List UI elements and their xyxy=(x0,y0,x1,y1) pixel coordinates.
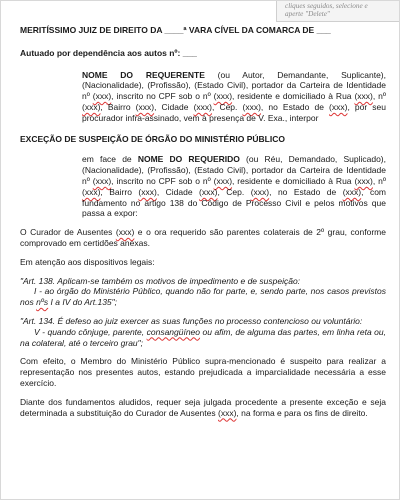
text-span: , nº xyxy=(372,91,386,102)
placeholder-word: (xxx) xyxy=(193,101,212,112)
text-span: , Cidade xyxy=(154,101,194,112)
autuado-line: Autuado por dependência aos autos nº: ___ xyxy=(20,47,197,58)
text-span: (ou Autor, Demandante, Suplicante), (Nacionalidade), (Profissão), (Estado Civil), portador da Carteira de Identidade nº xyxy=(82,69,386,102)
placeholder-word: nºs xyxy=(36,297,49,308)
instruction-tooltip xyxy=(276,1,399,22)
spacer xyxy=(20,124,386,134)
text-span: I - ao órgão do Ministério Público, quando não for parte, e, sendo parte, nos casos previstos nos xyxy=(20,286,386,308)
tooltip-line-2: aperte "Delete" xyxy=(285,10,330,19)
tooltip-line-1: cliques seguidos, selecione e xyxy=(285,2,368,10)
placeholder-word: consangüíneo xyxy=(146,326,201,337)
text-span: (ou Réu, Demandado, Suplicado), (Nacionalidade), (Profissão), (Estado Civil), portador da Carteira de Identidade nº xyxy=(82,154,386,186)
placeholder-word: (xxx) xyxy=(138,186,157,197)
text-span: , Bairro xyxy=(100,186,139,197)
text-span: , inscrito no CPF sob o nº xyxy=(111,175,214,186)
text-span: e o ora requerido são parentes colaterais de 2º grau, conforme comprovado em certidões anexas. xyxy=(20,227,386,248)
text-span: , Cep. xyxy=(211,101,243,112)
text-span: , Bairro xyxy=(100,101,136,112)
placeholder-word: (xxx) xyxy=(92,175,112,186)
text-span: I a IV do Art.135"; xyxy=(48,297,118,308)
text-span: , Cidade xyxy=(156,186,200,197)
placeholder-word: (xxx) xyxy=(250,186,270,197)
spacer xyxy=(20,249,386,257)
atencao-paragraph: Em atenção aos dispositivos legais: xyxy=(20,256,155,267)
text-span: , no Estado de xyxy=(269,186,343,197)
spacer xyxy=(20,268,386,276)
document-body xyxy=(20,25,386,418)
art134-line-2 xyxy=(20,327,386,349)
spacer xyxy=(20,389,386,397)
placeholder-word: (xxx) xyxy=(242,101,261,112)
placeholder-word: (xxx) xyxy=(82,186,101,197)
text-span: em face de xyxy=(82,154,138,165)
placeholder-word: (xxx) xyxy=(354,175,373,186)
placeholder-word: (xxx) xyxy=(82,101,101,112)
court-header: MERITÍSSIMO JUIZ DE DIREITO DA ____ª VARA CÍVEL DA COMARCA DE ___ xyxy=(20,25,331,35)
placeholder-word: (xxx) xyxy=(342,186,362,197)
text-span: , inscrito no CPF sob o nº xyxy=(111,91,214,102)
placeholder-word: (xxx) xyxy=(135,101,155,112)
requerente-paragraph xyxy=(82,70,386,124)
requerente-name: NOME DO REQUERENTE xyxy=(82,69,205,80)
curador-paragraph xyxy=(20,227,386,249)
placeholder-word: (xxx) xyxy=(199,186,218,197)
placeholder-word: (xxx) xyxy=(213,175,233,186)
requerido-name: NOME DO REQUERIDO xyxy=(137,154,240,165)
placeholder-word: (xxx) xyxy=(329,101,348,112)
text-span: , Cep. xyxy=(217,186,251,197)
spacer xyxy=(20,144,386,154)
excecao-title: EXCEÇÃO DE SUSPEIÇÃO DE ÓRGÃO DO MINISTÉRIO PÚBLICO xyxy=(20,133,285,144)
placeholder-word: (xxx) xyxy=(218,407,237,418)
text-span: O Curador de Ausentes xyxy=(20,227,116,238)
art138-line-1: "Art. 138. Aplicam-se também os motivos de impedimento e de suspeição: xyxy=(20,275,301,286)
text-span: , na forma e para os fins de direito. xyxy=(236,407,368,418)
spacer xyxy=(20,348,386,356)
text-span: , residente e domiciliado à Rua xyxy=(232,91,355,102)
spacer xyxy=(20,219,386,227)
requerido-paragraph xyxy=(82,154,386,219)
text-span: , no Estado de xyxy=(260,101,330,112)
text-span: Diante dos fundamentos aludidos, requer seja julgada procedente a presente exceção e seja determinada a substituição do Curador de Ausentes xyxy=(20,396,386,418)
placeholder-word: (xxx) xyxy=(115,227,135,238)
spacer xyxy=(20,308,386,316)
text-span: ou afim, de alguma das partes, em linha reta ou, na colateral, até o terceiro grau"; xyxy=(20,326,386,348)
text-span: , nº xyxy=(372,175,386,186)
placeholder-word: (xxx) xyxy=(354,91,373,102)
diante-paragraph xyxy=(20,397,386,419)
com-efeito-paragraph: Com efeito, o Membro do Ministério Público supra-mencionado é suspeito para realizar a representação nos presentes autos, estando prejudicada a imparcialidade necessária a esse exercício. xyxy=(20,356,386,388)
art138-line-2 xyxy=(20,286,386,308)
text-span: , por seu procurador infra-assinado, vem à presença de V. Exa., interpor xyxy=(82,101,386,123)
text-span: V - quando cônjuge, parente, xyxy=(34,326,147,337)
placeholder-word: (xxx) xyxy=(92,91,112,102)
text-span: , residente e domiciliado à Rua xyxy=(232,175,355,186)
text-span: , com fundamento no artigo 138 do Código de Processo Civil e pelos motivos que passa a expor: xyxy=(82,186,387,219)
art134-line-1: "Art. 134. É defeso ao juiz exercer as suas funções no processo contencioso ou voluntário: xyxy=(20,315,363,326)
placeholder-word: (xxx) xyxy=(213,91,233,102)
